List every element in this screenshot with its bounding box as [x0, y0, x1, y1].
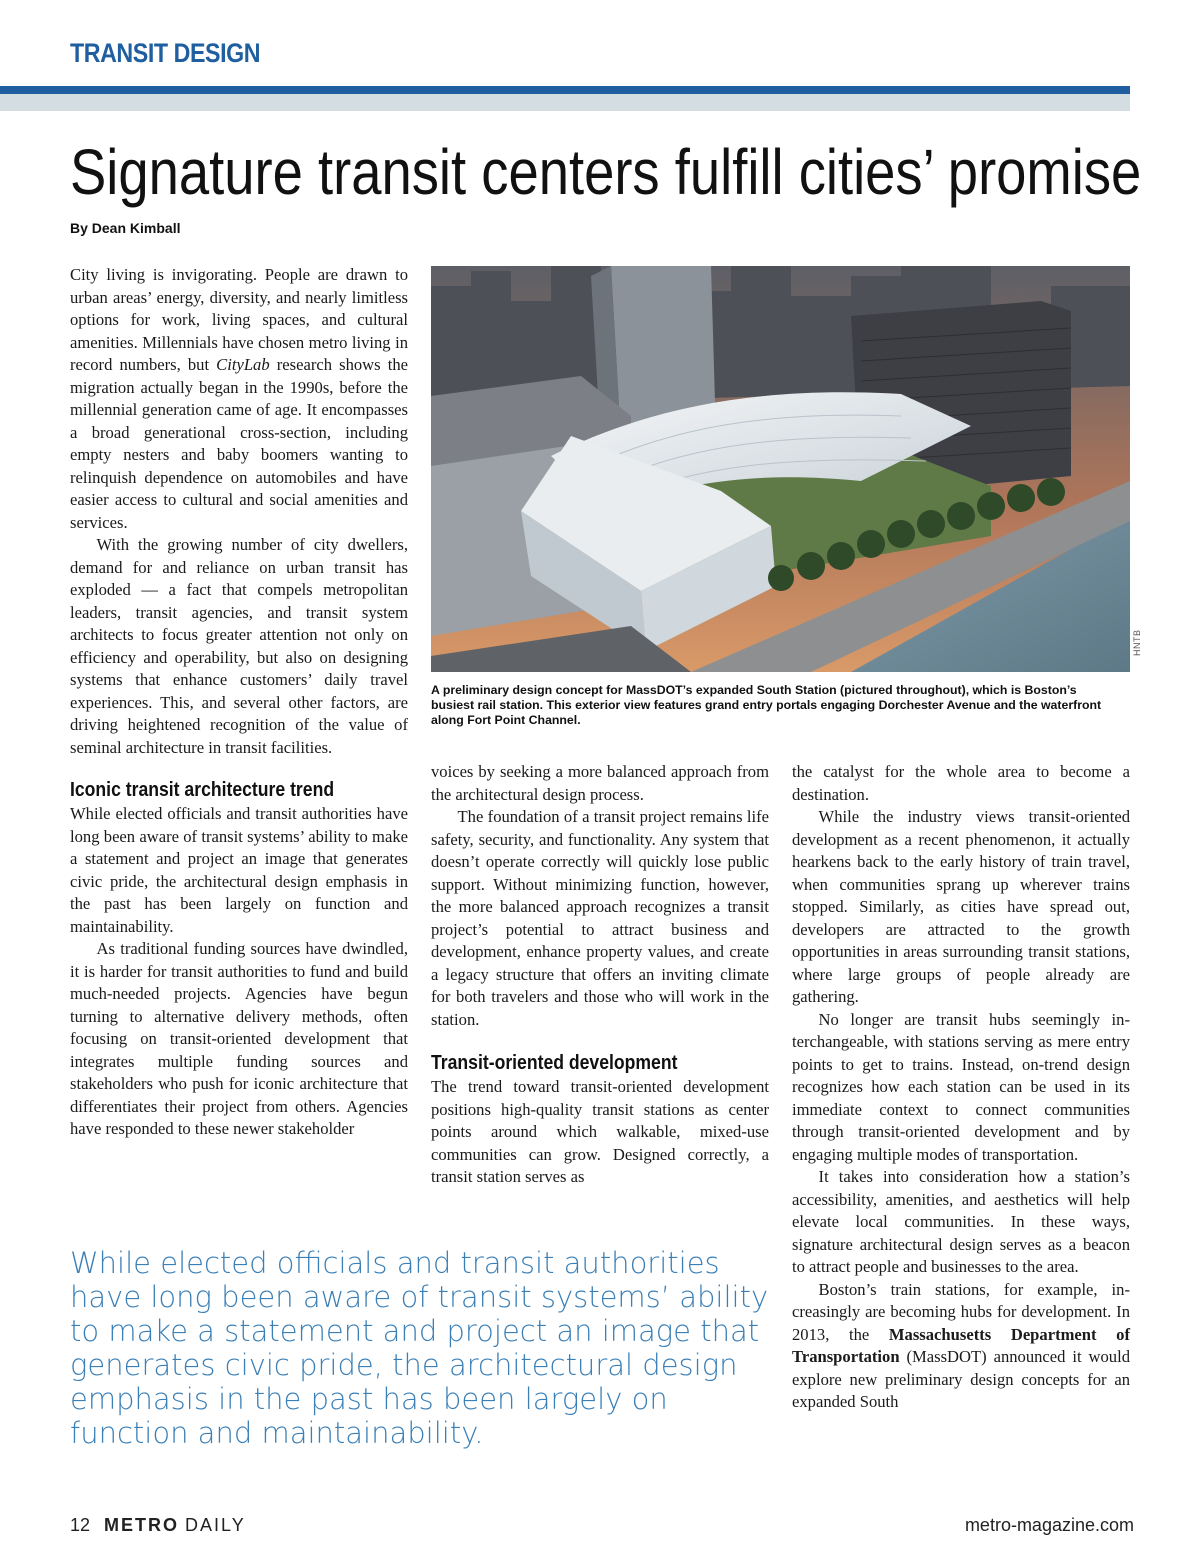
article-column-1 — [70, 264, 408, 1141]
paragraph: No longer are transit hubs seemingly interchangeable, with stations serving as mere entry points to get to trains. Instead, on-trend design recognizes how each station can be used in its immediate context to connect communities through transit-oriented development and by engaging multiple modes of transportation. — [792, 1009, 1130, 1164]
page-number: 12 — [70, 1515, 91, 1535]
section-label: TRANSIT DESIGN — [70, 38, 261, 68]
byline: By Dean Kimball — [70, 220, 181, 236]
paragraph: City living is invigorating. People are drawn to urban areas’ energy, diversity, and nearly limitless options for work, living spaces, and cultural amenities. Millennials have chosen metro living in record numbers, but CityLab research shows the migration actually began in the 1990s, before the millennial generation came of age. It encompasses a broad generational cross-section, including empty nesters and baby boomers wanting to relinquish dependence on automobiles and have easier access to cultural and social amenities and services. — [70, 265, 408, 532]
paragraph: As traditional funding sources have dwindled, it is harder for transit authorities to fund and build much-needed projects. Agencies have begun turning to alternative delivery methods, often focusing on transit-oriented development that integrates multiple funding sources and stakeholders who push for iconic architecture that differentiates their project from others. Agencies have responded to these newer stakeholder — [70, 939, 408, 1138]
pull-quote: While elected officials and transit authorities have long been aware of transit systems’ ability to make a statement and project an image that generates civic pride, the architectural design emphasis in the past has been largely on function and maintainability. — [70, 1246, 769, 1450]
headline: Signature transit centers fulfill cities’ promise — [70, 136, 1142, 208]
paragraph: With the growing number of city dwellers, demand for and reliance on urban transit has exploded — a fact that compels metropolitan leaders, transit agencies, and transit system architects to focus greater attention not only on efficiency and operability, but also on designing systems that enhance customers’ daily travel experiences. This, and several other factors, are driving heightened recognition of the value of seminal architecture in transit facilities. — [70, 535, 408, 757]
paragraph: While the industry views transit-oriented development as a recent phenomenon, it actually hearkens back to the early history of train travel, when communities sprang up wherever trains stopped. Similarly, as cities have spread out, developers are attracted to the growth opportunities in areas surrounding transit stations, where large groups of people already are gathering. — [792, 807, 1130, 1006]
paragraph: voices by seeking a more balanced approach from the architectural design process. — [431, 762, 769, 804]
photo-credit: HNTB — [1132, 629, 1142, 656]
brand-daily: DAILY — [185, 1515, 246, 1535]
paragraph: The trend toward transit-oriented development positions high-quality transit stations as center points around which walkable, mixed-use communities can grow. Designed correctly, a transit station serves as — [431, 1077, 769, 1186]
article-column-3 — [792, 761, 1130, 1414]
brand-metro: METRO — [104, 1515, 180, 1535]
header-rule-blue — [0, 86, 1130, 94]
photo-caption: A preliminary design concept for MassDOT’s expanded South Station (pictured throughout), which is Boston’s busiest rail station. This exterior view features grand entry portals engaging Dorchester Avenue and the waterfront along Fort Point Channel. — [431, 683, 1102, 727]
paragraph: the catalyst for the whole area to become a destination. — [792, 762, 1130, 804]
paragraph: It takes into consideration how a station’s accessibility, amenities, and aesthetics will help elevate local communities. In these ways, signature architectural design serves as a beacon to attract people and businesses to the area. — [792, 1167, 1130, 1276]
paragraph: Boston’s train stations, for example, increasingly are becoming hubs for development. In 2013, the Massachusetts Department of Transportation (MassDOT) announced it would explore new preliminary design concepts for an expanded South — [792, 1279, 1130, 1411]
subhead-transit-oriented-development: Transit-oriented development — [431, 1052, 678, 1074]
article-column-2 — [431, 761, 769, 1189]
page-folio — [70, 1515, 246, 1536]
south-station-rendering — [431, 266, 1130, 672]
header-rule-grey — [0, 94, 1130, 111]
website-url[interactable]: metro-magazine.com — [964, 1515, 1134, 1535]
paragraph: The foundation of a transit project remains life safety, security, and functionality. Any system that doesn’t operate correctly will quickly lose public support. Without minimizing function, however, the more balanced approach recognizes a transit project’s potential to attract business and development, enhance property values, and create a legacy structure that offers an inviting climate for both travelers and those who will work in the station. — [431, 807, 769, 1029]
paragraph: While elected officials and transit authorities have long been aware of transit systems’ ability to make a statement and project an image that generates civic pride, the architectural design emphasis in the past has been largely on function and maintainability. — [70, 804, 408, 936]
subhead-iconic-architecture: Iconic transit architecture trend — [70, 779, 335, 801]
